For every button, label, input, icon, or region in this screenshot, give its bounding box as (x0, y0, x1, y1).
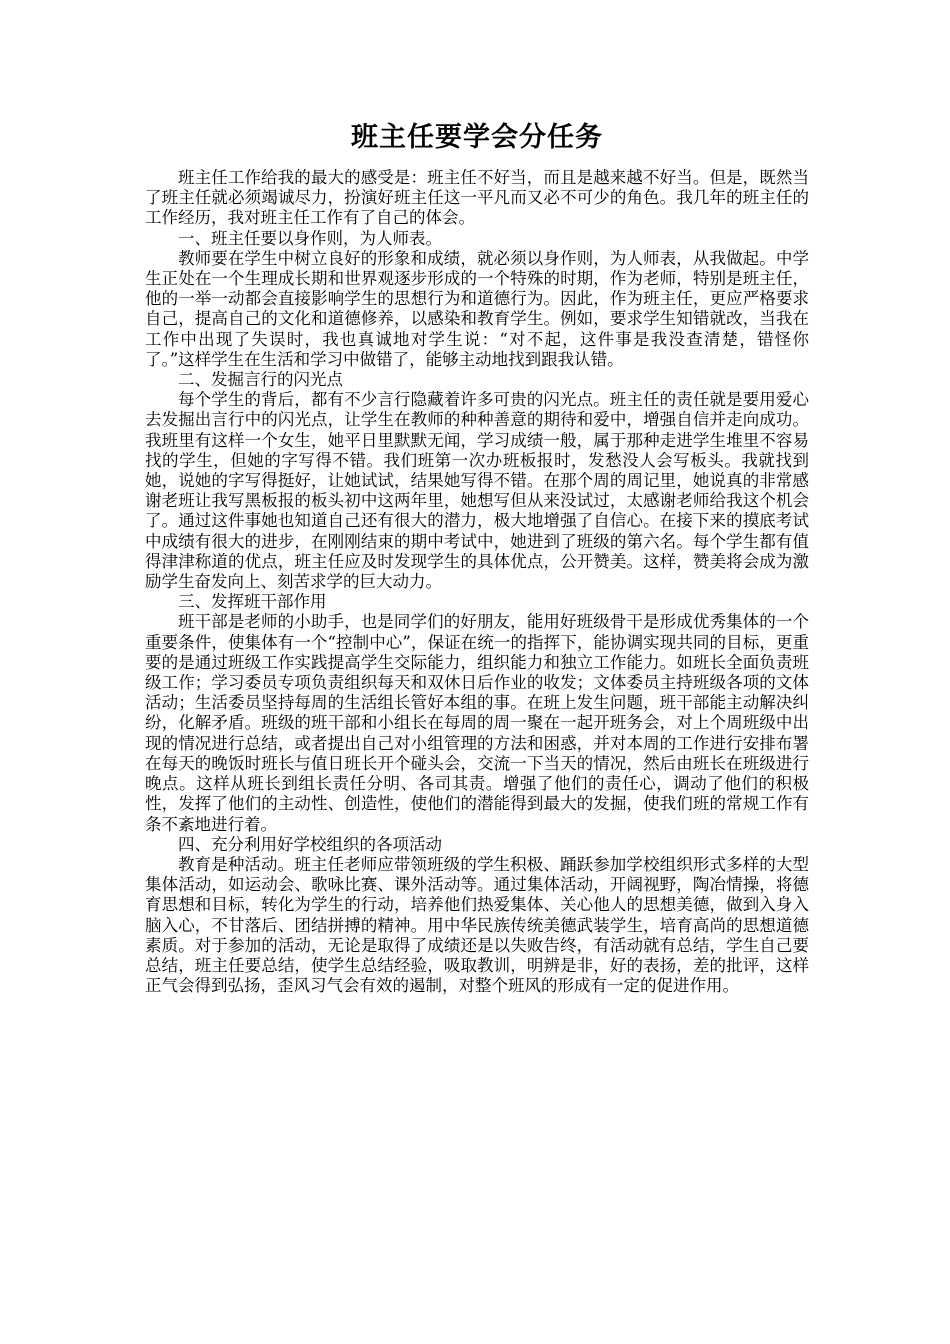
intro-paragraph: 班主任工作给我的最大的感受是：班主任不好当，而且是越来越不好当。但是，既然当了班主任就必须竭诚尽力，扮演好班主任这一平凡而又必不可少的角色。我几年的班主任的工作经历，我对班主任工作有了自己的体会。 (145, 168, 809, 228)
section-heading-3: 三、发挥班干部作用 (178, 592, 327, 612)
section-body-3: 班干部是老师的小助手，也是同学们的好朋友，能用好班级骨干是形成优秀集体的一个重要条件，使集体有一个“控制中心”，保证在统一的指挥下，能协调实现共同的目标，更重要的是通过班级工作实践提高学生交际能力，组织能力和独立工作能力。如班长全面负责班级工作；学习委员专项负责组织每天和双休日后作业的收发；文体委员主持班级各项的文体活动；生活委员坚持每周的生活组长管好本组的事。在班上发生问题，班干部能主动解决纠纷，化解矛盾。班级的班干部和小组长在每周的周一聚在一起开班务会，对上个周班级中出现的情况进行总结，或者提出自己对小组管理的方法和困惑，并对本周的工作进行安排布署在每天的晚饭时班长与值日班长开个碰头会，交流一下当天的情况，然后由班长在班级进行晚点。这样从班长到组长责任分明、各司其责。增强了他们的责任心，调动了他们的积极性，发挥了他们的主动性、创造性，使他们的潜能得到最大的发掘，使我们班的常规工作有条不紊地进行着。 (145, 612, 809, 834)
section-heading-1: 一、班主任要以身作则，为人师表。 (178, 228, 442, 248)
section-heading-2: 二、发掘言行的闪光点 (178, 370, 343, 390)
document-title: 班主任要学会分任务 (351, 122, 603, 153)
section-body-2: 每个学生的背后，都有不少言行隐藏着许多可贵的闪光点。班主任的责任就是要用爱心去发掘出言行中的闪光点，让学生在教师的种种善意的期待和爱中，增强自信并走向成功。我班里有这样一个女生，她平日里默默无闻，学习成绩一般，属于那种走进学生堆里不容易找的学生，但她的字写得不错。我们班第一次办班板报时，发愁没人会写板头。我就找到她，说她的字写得挺好，让她试试，结果她写得不错。在那个周的周记里，她说真的非常感谢老班让我写黑板报的板头初中这两年里，她想写但从来没试过，太感谢老师给我这个机会了。通过这件事她也知道自己还有很大的潜力，极大地增强了自信心。在接下来的摸底考试中成绩有很大的进步，在刚刚结束的期中考试中，她进到了班级的第六名。每个学生都有值得津津称道的优点，班主任应及时发现学生的具体优点，公开赞美。这样，赞美将会成为激励学生奋发向上、刻苦求学的巨大动力。 (145, 390, 809, 592)
section-body-1: 教师要在学生中树立良好的形象和成绩，就必须以身作则，为人师表，从我做起。中学生正处在一个生理成长期和世界观逐步形成的一个特殊的时期，作为老师，特别是班主任，他的一举一动都会直接影响学生的思想行为和道德行为。因此，作为班主任，更应严格要求自己，提高自己的文化和道德修养，以感染和教育学生。例如，要求学生知错就改，当我在工作中出现了失误时，我也真诚地对学生说：“对不起，这件事是我没查清楚，错怪你了。”这样学生在生活和学习中做错了，能够主动地找到跟我认错。 (145, 248, 809, 369)
section-heading-4: 四、充分利用好学校组织的各项活动 (178, 834, 442, 854)
document-page (145, 118, 809, 996)
section-body-4: 教育是种活动。班主任老师应带领班级的学生积极、踊跃参加学校组织形式多样的大型集体活动，如运动会、歌咏比赛、课外活动等。通过集体活动，开阔视野，陶冶情操，将德育思想和目标，转化为学生的行动，培养他们热爱集体、关心他人的思想美德，做到入身入脑入心，不甘落后、团结拼搏的精神。用中华民族传统美德武装学生，培育高尚的思想道德素质。对于参加的活动，无论是取得了成绩还是以失败告终，有活动就有总结，学生自己要总结，班主任要总结，使学生总结经验，吸取教训，明辨是非，好的表扬，差的批评，这样正气会得到弘扬，歪风习气会有效的遏制，对整个班风的形成有一定的促进作用。 (145, 854, 809, 996)
